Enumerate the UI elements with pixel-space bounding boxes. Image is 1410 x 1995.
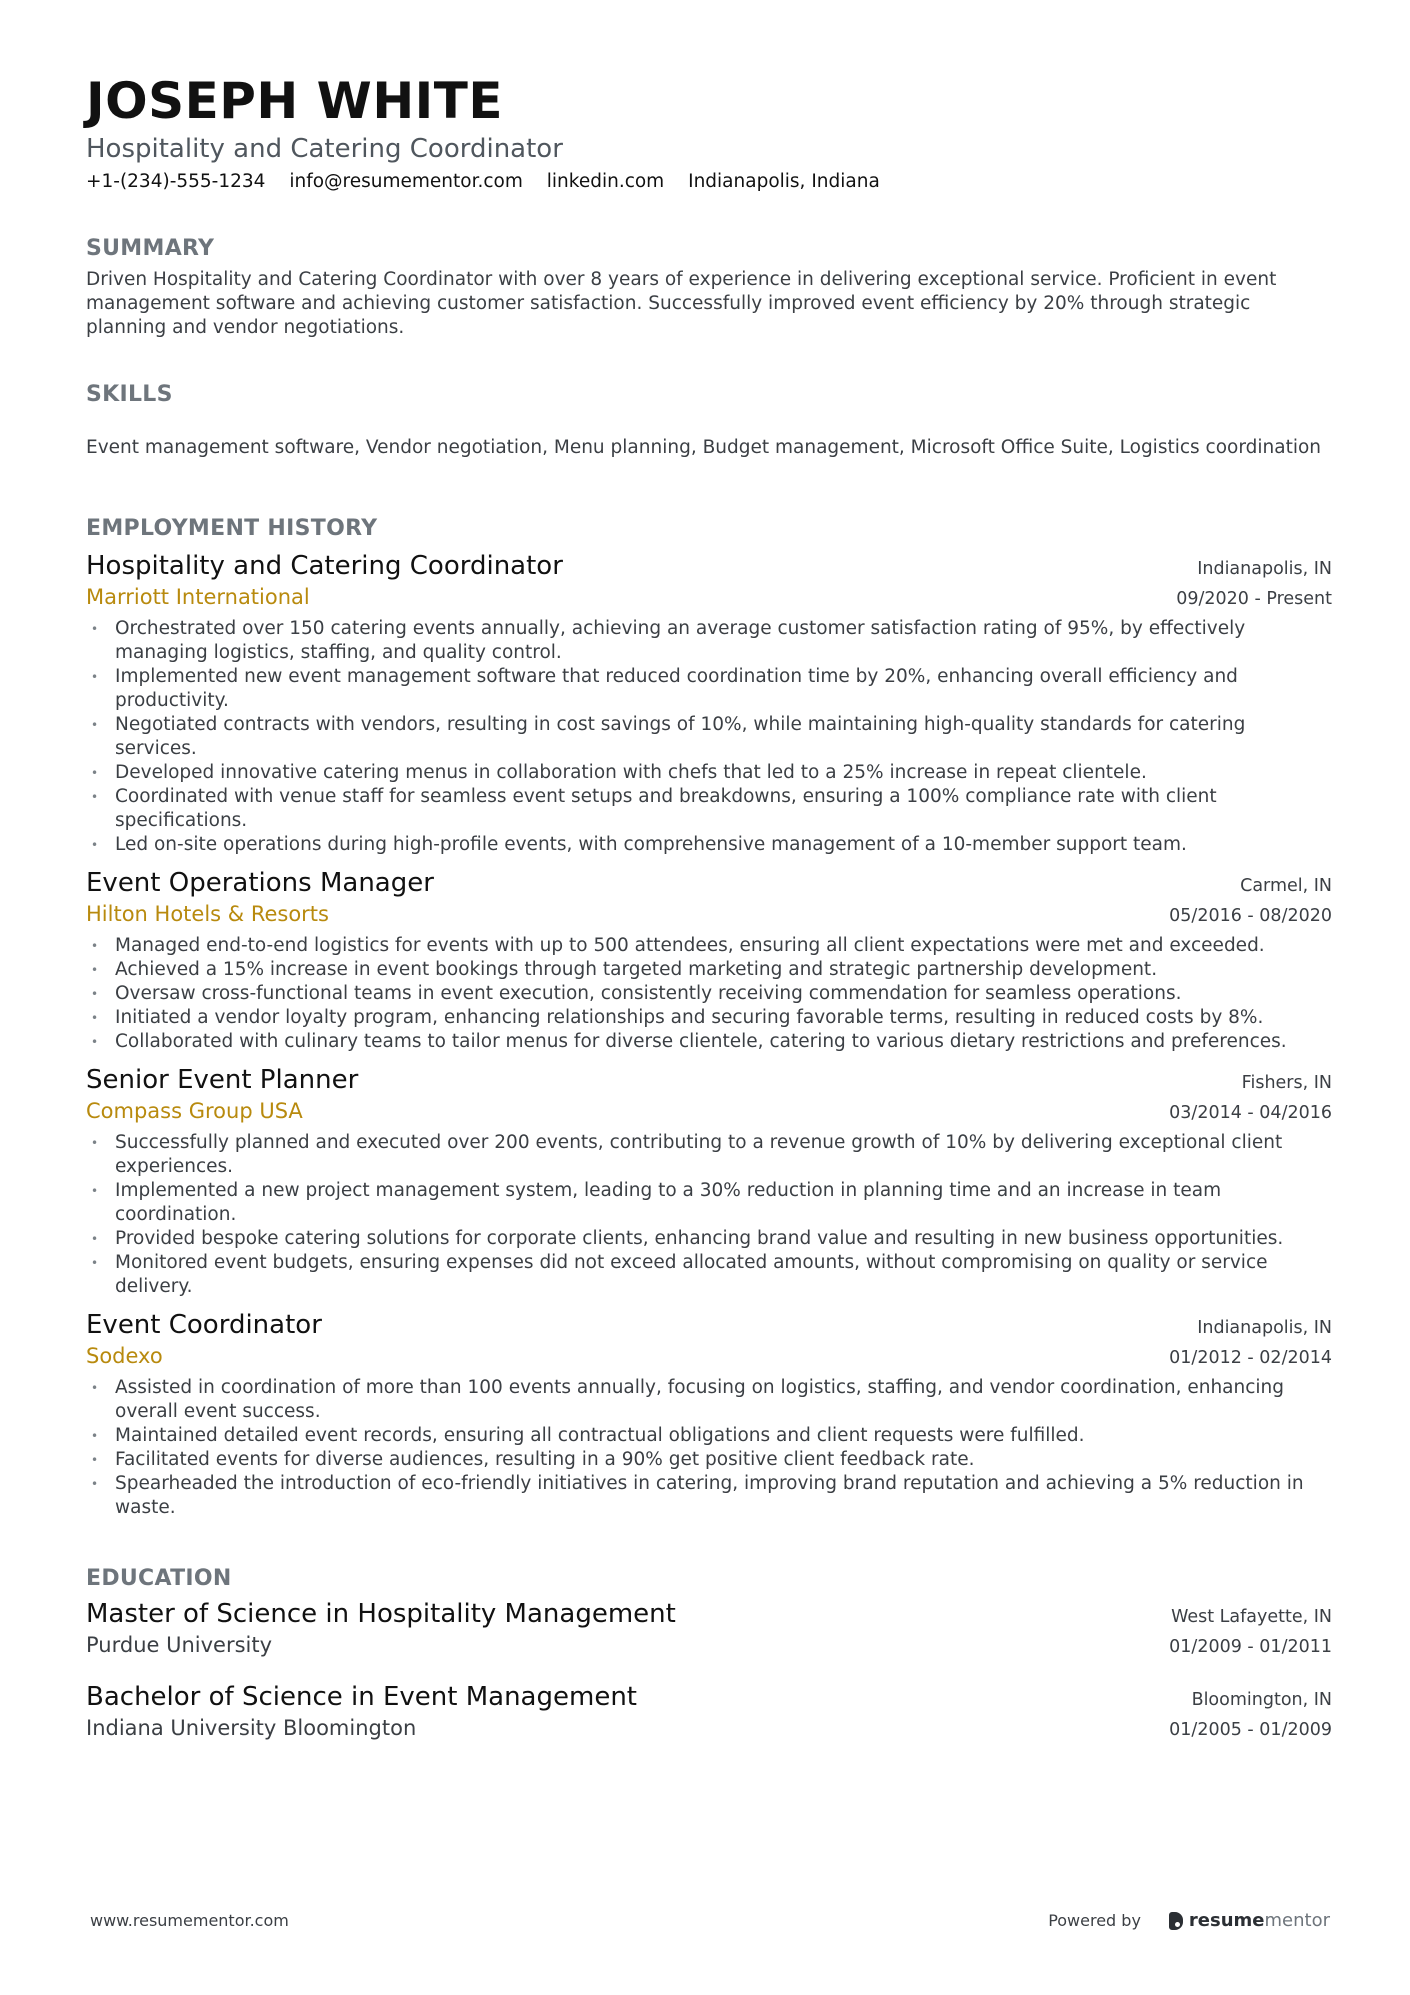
job-company: Hilton Hotels & Resorts (86, 902, 329, 926)
education-entry (86, 1681, 1332, 1744)
job-bullet: • Collaborated with culinary teams to tailor menus for diverse clientele, catering to various dietary restrictions and preferences. (86, 1030, 1332, 1054)
summary-text: Driven Hospitality and Catering Coordinator with over 8 years of experience in delivering exceptional service. Proficient in event management software and achieving customer satisfaction. Successfully improved event efficiency by 20% through strategic planning and vendor negotiations. (86, 269, 1277, 338)
education-school: Purdue University (86, 1633, 273, 1657)
job-bullet: • Successfully planned and executed over 200 events, contributing to a revenue growth of 10% by delivering exceptional client experiences. (86, 1131, 1332, 1179)
job-entry (86, 550, 1332, 857)
job-dates: 05/2016 - 08/2020 (1169, 906, 1332, 926)
job-bullets (86, 1376, 1332, 1520)
employment-title: EMPLOYMENT HISTORY (86, 516, 378, 541)
candidate-name: JOSEPH WHITE (86, 72, 504, 130)
job-company: Marriott International (86, 585, 310, 609)
logo-text-light: mentor (1264, 1910, 1330, 1931)
job-bullet: • Coordinated with venue staff for seamless event setups and breakdowns, ensuring a 100% compliance rate with client specifications. (86, 785, 1332, 833)
education-dates: 01/2009 - 01/2011 (1169, 1637, 1332, 1657)
education-school: Indiana University Bloomington (86, 1716, 417, 1740)
education-degree: Bachelor of Science in Event Management (86, 1682, 637, 1712)
education-section (86, 1564, 1332, 1744)
job-header-row (86, 1064, 1332, 1097)
job-subheader-row (86, 1342, 1332, 1372)
contact-line (86, 168, 1332, 196)
summary-section (86, 234, 1332, 340)
job-role: Event Operations Manager (86, 868, 434, 898)
job-bullet: • Implemented new event management software that reduced coordination time by 20%, enhancing overall efficiency and productivity. (86, 665, 1332, 713)
education-subheader-row (86, 1631, 1332, 1661)
education-header-row (86, 1681, 1332, 1714)
job-bullet: • Managed end-to-end logistics for events with up to 500 attendees, ensuring all client expectations were met and exceeded. (86, 934, 1332, 958)
job-role: Hospitality and Catering Coordinator (86, 551, 563, 581)
job-subheader-row (86, 900, 1332, 930)
employment-section (86, 514, 1332, 1520)
job-bullets (86, 934, 1332, 1054)
education-location: West Lafayette, IN (1171, 1607, 1332, 1627)
job-bullet: • Achieved a 15% increase in event bookings through targeted marketing and strategic partnership development. (86, 958, 1332, 982)
job-location: Carmel, IN (1240, 876, 1332, 896)
job-subheader-row (86, 1097, 1332, 1127)
contact-email: info@resumementor.com (289, 171, 523, 192)
education-entry (86, 1598, 1332, 1661)
job-company: Sodexo (86, 1344, 163, 1368)
summary-title: SUMMARY (86, 236, 215, 261)
skills-title: SKILLS (86, 382, 173, 407)
job-bullet: • Negotiated contracts with vendors, resulting in cost savings of 10%, while maintaining high-quality standards for catering services. (86, 713, 1332, 761)
powered-by-label: Powered by (1048, 1911, 1141, 1930)
job-bullet: • Led on-site operations during high-profile events, with comprehensive management of a 10-member support team. (86, 833, 1332, 857)
job-entry (86, 867, 1332, 1054)
candidate-headline: Hospitality and Catering Coordinator (86, 134, 563, 164)
job-location: Fishers, IN (1241, 1073, 1332, 1093)
contact-location: Indianapolis, Indiana (688, 171, 880, 192)
job-bullet: • Developed innovative catering menus in collaboration with chefs that led to a 25% increase in repeat clientele. (86, 761, 1332, 785)
education-subheader-row (86, 1714, 1332, 1744)
resumementor-logo-icon (1169, 1912, 1183, 1930)
job-company: Compass Group USA (86, 1099, 303, 1123)
job-dates: 03/2014 - 04/2016 (1169, 1103, 1332, 1123)
job-entry (86, 1309, 1332, 1520)
education-dates: 01/2005 - 01/2009 (1169, 1720, 1332, 1740)
job-location: Indianapolis, IN (1197, 559, 1332, 579)
education-header-row (86, 1598, 1332, 1631)
job-subheader-row (86, 583, 1332, 613)
skills-text: Event management software, Vendor negotiation, Menu planning, Budget management, Microsoft Office Suite, Logistics coordination (86, 437, 1322, 458)
logo-text-bold: resume (1188, 1910, 1265, 1931)
job-bullet: • Implemented a new project management system, leading to a 30% reduction in planning time and an increase in team coordination. (86, 1179, 1332, 1227)
skills-section (86, 380, 1332, 460)
job-bullet: • Initiated a vendor loyalty program, enhancing relationships and securing favorable terms, resulting in reduced costs by 8%. (86, 1006, 1332, 1030)
education-degree: Master of Science in Hospitality Management (86, 1599, 676, 1629)
contact-linkedin: linkedin.com (546, 171, 665, 192)
job-role: Event Coordinator (86, 1310, 322, 1340)
job-bullet: • Orchestrated over 150 catering events annually, achieving an average customer satisfaction rating of 95%, by effectively managing logistics, staffing, and quality control. (86, 617, 1332, 665)
job-bullet: • Maintained detailed event records, ensuring all contractual obligations and client requests were fulfilled. (86, 1424, 1332, 1448)
job-header-row (86, 1309, 1332, 1342)
contact-phone: +1-(234)-555-1234 (86, 171, 266, 192)
powered-by (1048, 1910, 1330, 1931)
job-bullet: • Monitored event budgets, ensuring expenses did not exceed allocated amounts, without compromising on quality or service delivery. (86, 1251, 1332, 1299)
job-location: Indianapolis, IN (1197, 1318, 1332, 1338)
footer-website-link[interactable]: www.resumementor.com (90, 1911, 289, 1930)
job-bullet: • Spearheaded the introduction of eco-friendly initiatives in catering, improving brand reputation and achieving a 5% reduction in waste. (86, 1472, 1332, 1520)
job-bullet: • Facilitated events for diverse audiences, resulting in a 90% get positive client feedback rate. (86, 1448, 1332, 1472)
job-bullet: • Oversaw cross-functional teams in event execution, consistently receiving commendation for seamless operations. (86, 982, 1332, 1006)
job-header-row (86, 550, 1332, 583)
job-bullets (86, 617, 1332, 857)
job-dates: 01/2012 - 02/2014 (1169, 1348, 1332, 1368)
education-title: EDUCATION (86, 1566, 232, 1591)
education-location: Bloomington, IN (1191, 1690, 1332, 1710)
job-entry (86, 1064, 1332, 1299)
resumementor-logo-text (1189, 1910, 1330, 1931)
job-bullet: • Assisted in coordination of more than 100 events annually, focusing on logistics, staffing, and vendor coordination, enhancing overall event success. (86, 1376, 1332, 1424)
resume-page (86, 70, 1332, 1744)
page-footer (90, 1910, 1330, 1931)
job-bullets (86, 1131, 1332, 1299)
job-role: Senior Event Planner (86, 1065, 359, 1095)
job-header-row (86, 867, 1332, 900)
job-bullet: • Provided bespoke catering solutions for corporate clients, enhancing brand value and resulting in new business opportunities. (86, 1227, 1332, 1251)
job-dates: 09/2020 - Present (1176, 589, 1332, 609)
